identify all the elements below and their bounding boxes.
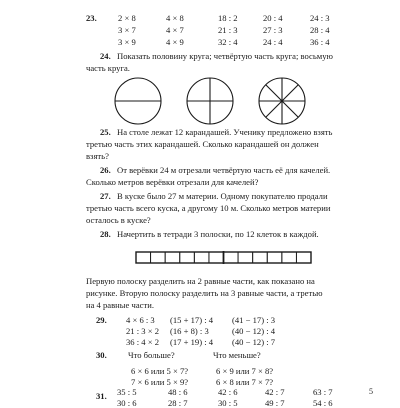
ex29-cell-r3-c3: (40 − 12) : 7	[232, 337, 276, 347]
ex29-cell-r2-c3: (40 − 12) : 4	[232, 326, 276, 336]
exercise-31-number: 31.	[96, 391, 107, 401]
ex31-cell-r1-c3: 42 : 6	[218, 387, 238, 397]
strip-cell	[165, 252, 180, 263]
strip-cell	[267, 252, 282, 263]
ex31-cell-r1-c5: 63 : 7	[313, 387, 333, 397]
page-number: 5	[369, 387, 373, 396]
ex23-cell-r1-c3: 18 : 2	[218, 13, 238, 23]
ex29-cell-r3-c2: (17 + 19) : 4	[170, 337, 214, 347]
ex29-cell-r1-c1: 4 × 6 : 3	[126, 315, 155, 325]
ex23-cell-r2-c2: 4 × 7	[166, 25, 184, 35]
strip-cell	[253, 252, 268, 263]
ex31-cell-r2-c2: 28 : 7	[168, 398, 188, 408]
exercise-25-line-2: третью часть этих карандашей. Сколько карандашей он должен	[86, 139, 319, 149]
exercise-30-right-1: 6 × 9 или 7 × 8?	[216, 366, 274, 376]
ex31-cell-r2-c4: 49 : 7	[265, 398, 285, 408]
exercise-30-left-2: 7 × 6 или 5 × 9?	[131, 377, 189, 387]
exercise-27-line-2: третью часть всего куска, а другому 10 м. Сколько метров материи	[86, 203, 331, 213]
ex23-cell-r1-c1: 2 × 8	[118, 13, 136, 23]
ex29-cell-r1-c3: (41 − 17) : 3	[232, 315, 276, 325]
ex23-cell-r1-c4: 20 : 4	[263, 13, 283, 23]
ex23-cell-r3-c1: 3 × 9	[118, 37, 136, 47]
ex31-cell-r2-c1: 30 : 6	[117, 398, 137, 408]
strip-cell	[209, 252, 224, 263]
exercise-24-line-2: часть круга.	[86, 63, 130, 73]
exercise-30-left-1: 6 × 6 или 5 × 7?	[131, 366, 189, 376]
exercise-28-after-2: рисунке. Вторую полоску разделить на 3 равные части, а третью	[86, 288, 323, 298]
exercise-28-line-1: Начертить в тетради 3 полоски, по 12 клеток в каждой.	[117, 229, 319, 239]
exercise-24-line-1: Показать половину круга; четвёртую часть круга; восьмую	[117, 51, 333, 61]
ex23-cell-r3-c4: 24 : 4	[263, 37, 283, 47]
ex31-cell-r1-c4: 42 : 7	[265, 387, 285, 397]
exercise-25-number: 25.	[100, 127, 111, 137]
exercise-28-number: 28.	[100, 229, 111, 239]
exercise-30-left-title: Что больше?	[128, 350, 175, 360]
exercise-27-number: 27.	[100, 191, 111, 201]
exercise-28-after-3: на 4 равные части.	[86, 300, 154, 310]
ex31-cell-r1-c1: 35 : 5	[117, 387, 137, 397]
ex29-cell-r2-c2: (16 + 8) : 3	[170, 326, 209, 336]
strip-figure	[0, 245, 400, 275]
strip-cell	[194, 252, 209, 263]
strip-cell	[151, 252, 166, 263]
ex29-cell-r2-c1: 21 : 3 × 2	[126, 326, 160, 336]
ex23-cell-r3-c3: 32 : 4	[218, 37, 238, 47]
exercise-25-line-3: взять?	[86, 151, 109, 161]
strip-cell	[136, 252, 151, 263]
exercise-27-line-1: В куске было 27 м материи. Одному покупателю продали	[117, 191, 328, 201]
exercise-27-line-3: осталось в куске?	[86, 215, 151, 225]
ex31-cell-r2-c3: 30 : 5	[218, 398, 238, 408]
ex23-cell-r2-c1: 3 × 7	[118, 25, 136, 35]
ex29-cell-r3-c1: 36 : 4 × 2	[126, 337, 160, 347]
ex23-cell-r2-c4: 27 : 3	[263, 25, 283, 35]
exercise-24-number: 24.	[100, 51, 111, 61]
exercise-25-line-1: На столе лежат 12 карандашей. Ученику предложено взять	[117, 127, 333, 137]
exercise-29-number: 29.	[96, 315, 107, 325]
exercise-30-right-title: Что меньше?	[213, 350, 261, 360]
strip-cell	[180, 252, 195, 263]
exercise-23-number: 23.	[86, 13, 97, 23]
exercise-26-line-2: Сколько метров верёвки отрезали для качелей?	[86, 177, 259, 187]
ex23-cell-r2-c5: 28 : 4	[310, 25, 330, 35]
exercise-26-line-1: От верёвки 24 м отрезали четвёртую часть её для качелей.	[117, 165, 331, 175]
ex23-cell-r3-c2: 4 × 9	[166, 37, 184, 47]
ex31-cell-r2-c5: 54 : 6	[313, 398, 333, 408]
strip-cell	[296, 252, 311, 263]
exercise-26-number: 26.	[100, 165, 111, 175]
ex23-cell-r1-c2: 4 × 8	[166, 13, 184, 23]
exercise-28-after-1: Первую полоску разделить на 2 равные части, как показано на	[86, 276, 315, 286]
ex31-cell-r1-c2: 48 : 6	[168, 387, 188, 397]
ex23-cell-r2-c3: 21 : 3	[218, 25, 238, 35]
ex23-cell-r1-c5: 24 : 3	[310, 13, 330, 23]
ex29-cell-r1-c2: (15 + 17) : 4	[170, 315, 214, 325]
exercise-30-right-2: 6 × 8 или 7 × 7?	[216, 377, 274, 387]
exercise-30-number: 30.	[96, 350, 107, 360]
strip-cell	[224, 252, 239, 263]
strip-cell	[282, 252, 297, 263]
ex23-cell-r3-c5: 36 : 4	[310, 37, 330, 47]
strip-cell	[238, 252, 253, 263]
